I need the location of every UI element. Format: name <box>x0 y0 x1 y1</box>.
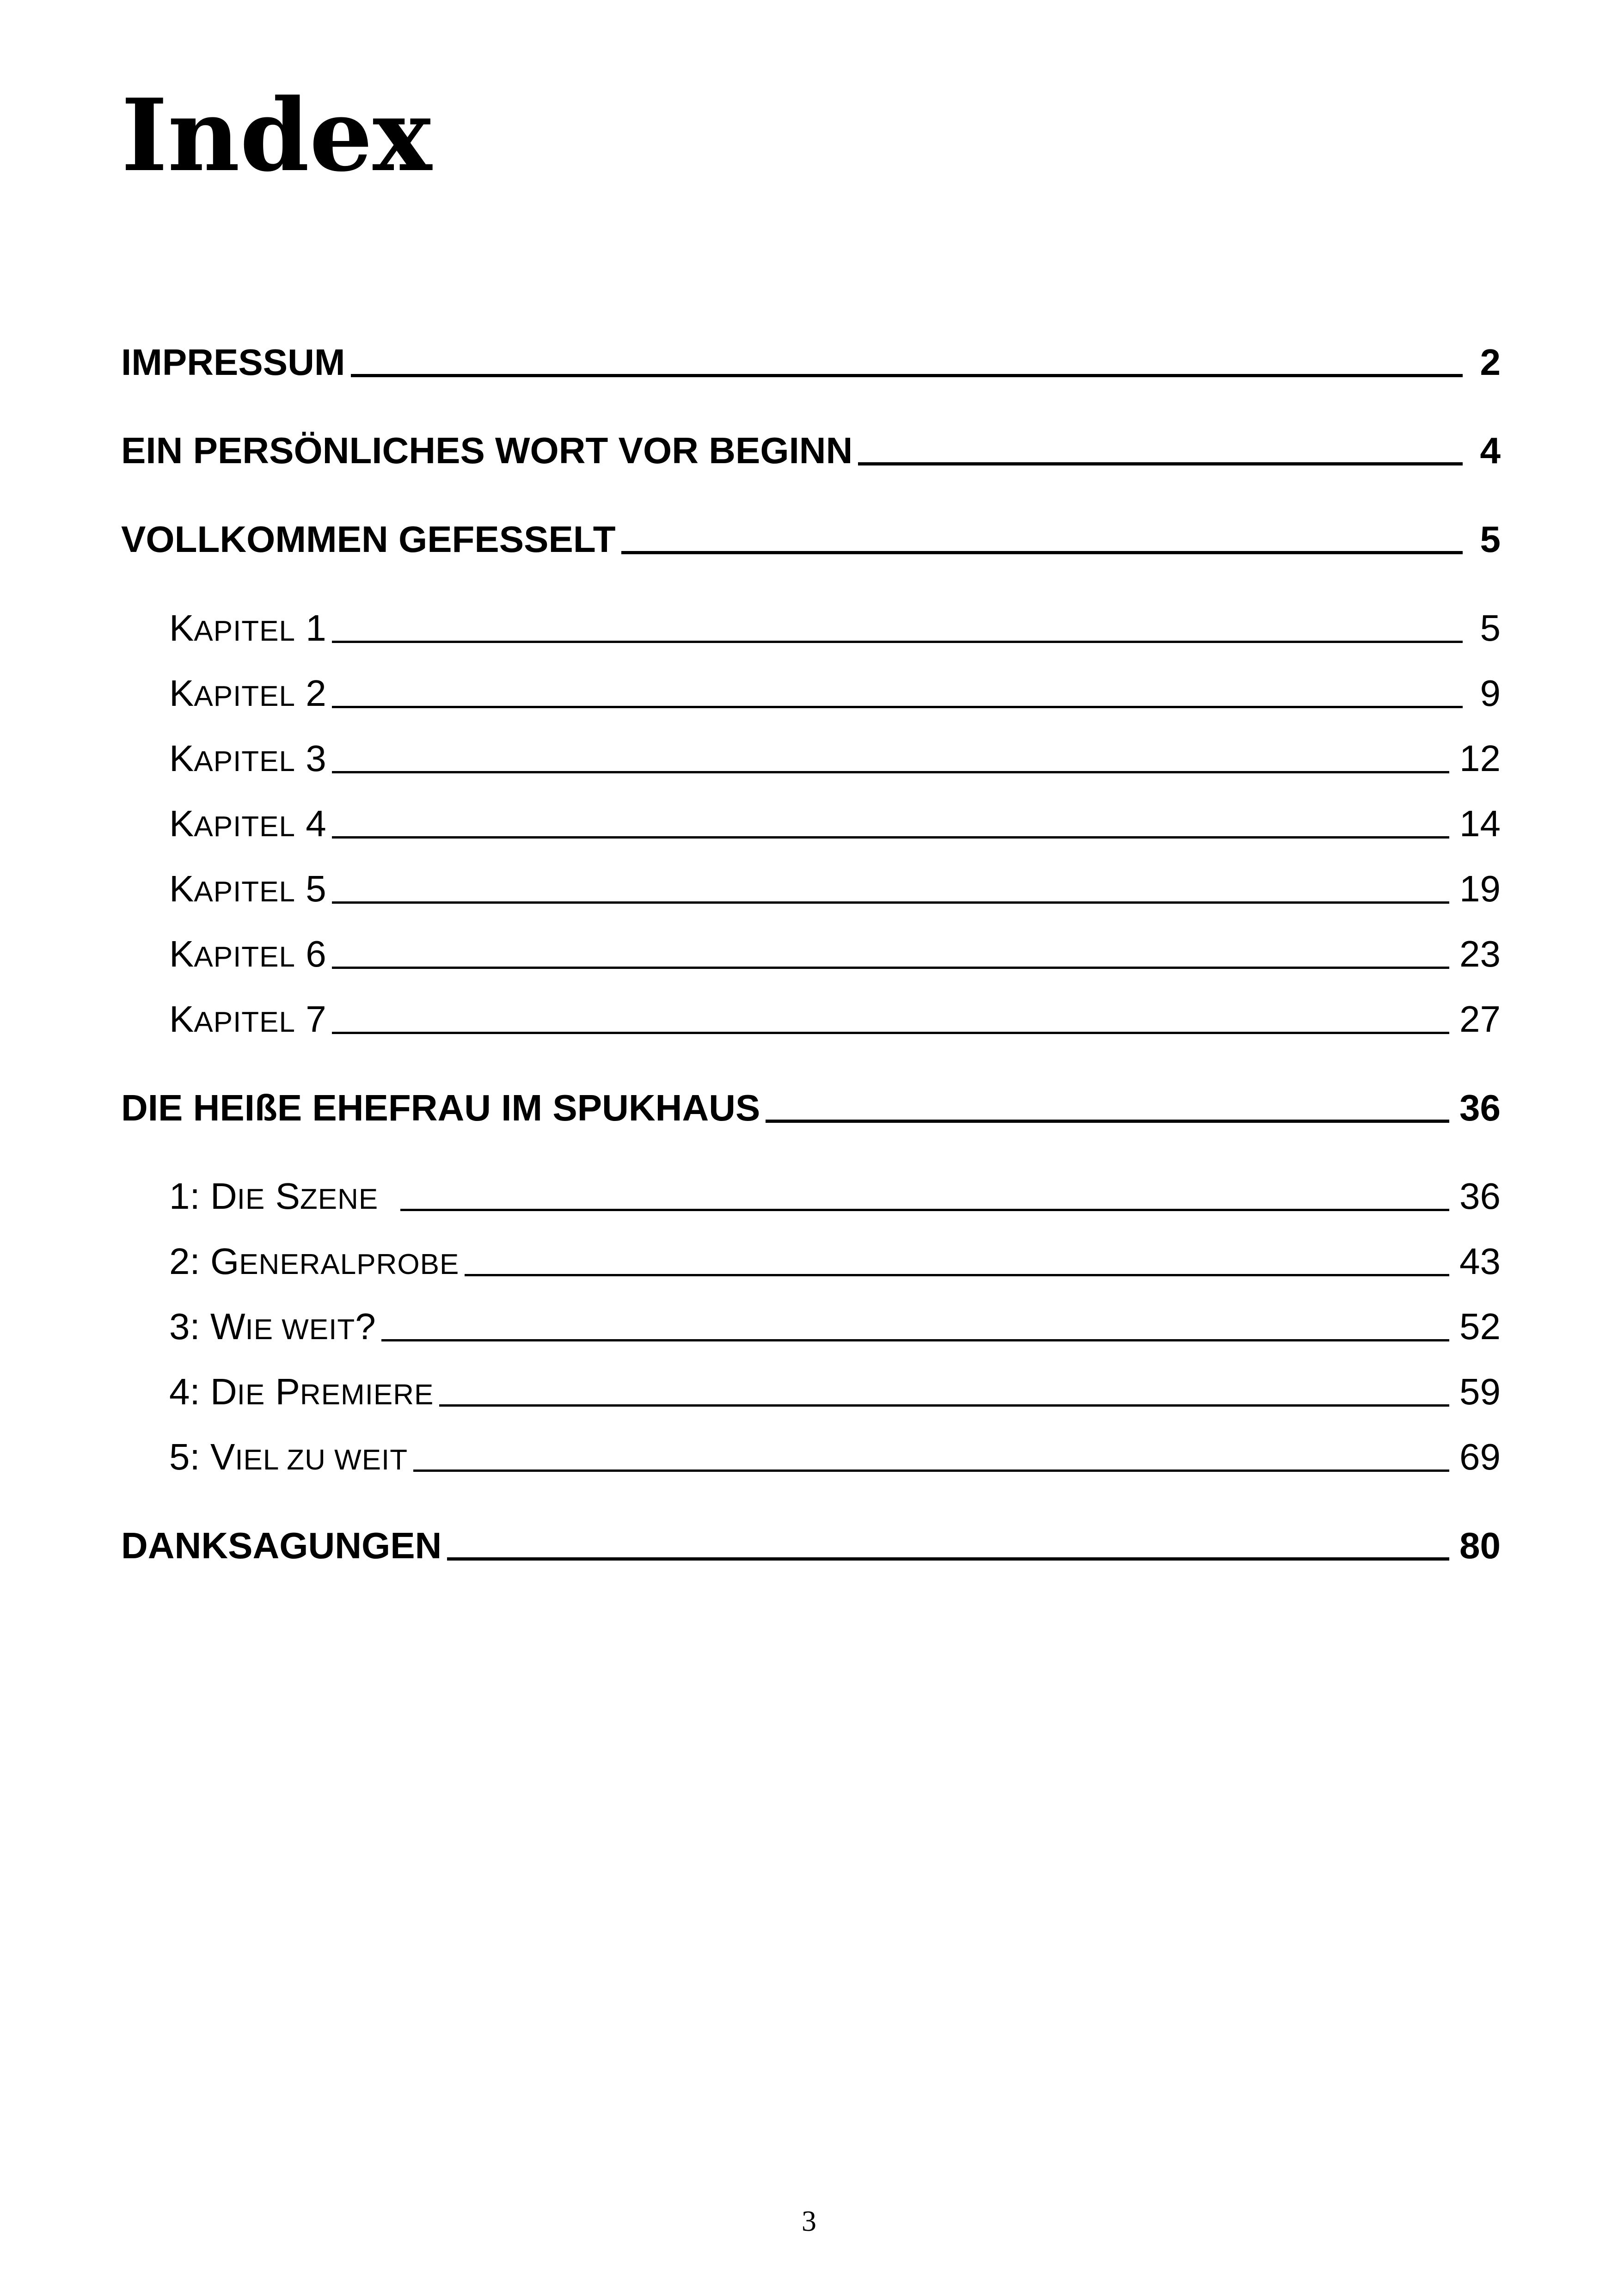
toc-entry-page: 36 <box>1459 1176 1501 1217</box>
toc-leader-line <box>332 641 1463 643</box>
toc-entry-page: 2 <box>1480 342 1501 383</box>
toc-entry-label: KAPITEL 4 <box>169 803 326 844</box>
toc-entry-page: 59 <box>1459 1371 1501 1412</box>
toc-entry-kapitel-1[interactable] <box>169 599 1501 649</box>
toc-entry-szene-1[interactable] <box>169 1167 1501 1218</box>
toc-leader-line <box>447 1557 1449 1561</box>
toc-entry-label: IMPRESSUM <box>121 342 345 383</box>
toc-entry-impressum[interactable] <box>121 333 1501 384</box>
toc-entry-szene-3[interactable] <box>169 1297 1501 1348</box>
toc-entry-label: KAPITEL 1 <box>169 607 326 649</box>
toc-entry-kapitel-7[interactable] <box>169 990 1501 1041</box>
toc-entry-label: KAPITEL 3 <box>169 738 326 779</box>
toc-entry-page: 5 <box>1480 607 1501 649</box>
toc-entry-page: 23 <box>1459 933 1501 974</box>
toc-entry-label: DIE HEIßE EHEFRAU IM SPUKHAUS <box>121 1087 760 1128</box>
toc-entry-kapitel-2[interactable] <box>169 664 1501 715</box>
toc-entry-page: 43 <box>1459 1241 1501 1282</box>
toc-entry-kapitel-3[interactable] <box>169 729 1501 780</box>
page-title: Index <box>121 77 432 194</box>
toc-leader-line <box>621 551 1463 554</box>
toc-entry-label: KAPITEL 2 <box>169 673 326 714</box>
toc-leader-line <box>332 967 1449 969</box>
toc-entry-page: 52 <box>1459 1306 1501 1347</box>
toc-entry-label: KAPITEL 7 <box>169 998 326 1040</box>
toc-entry-page: 9 <box>1480 673 1501 714</box>
toc-entry-vollkommen-gefesselt[interactable] <box>121 510 1501 561</box>
toc-entry-page: 12 <box>1459 738 1501 779</box>
toc-entry-szene-5[interactable] <box>169 1427 1501 1478</box>
toc-entry-page: 69 <box>1459 1436 1501 1477</box>
toc-entry-label: KAPITEL 5 <box>169 868 326 909</box>
toc-entry-page: 80 <box>1459 1525 1501 1566</box>
page-number: 3 <box>802 2204 816 2237</box>
toc-leader-line <box>766 1120 1449 1123</box>
toc-entry-label: KAPITEL 6 <box>169 933 326 974</box>
toc-entry-danksagungen[interactable] <box>121 1516 1501 1567</box>
toc-entry-kapitel-6[interactable] <box>169 925 1501 975</box>
toc-entry-page: 36 <box>1459 1087 1501 1128</box>
toc-leader-line <box>332 771 1449 773</box>
toc-entry-label: 5: VIEL ZU WEIT <box>169 1436 408 1477</box>
toc-entry-szene-4[interactable] <box>169 1362 1501 1413</box>
toc-entry-label: VOLLKOMMEN GEFESSELT <box>121 519 616 560</box>
toc-entry-page: 27 <box>1459 998 1501 1040</box>
toc-leader-line <box>400 1209 1449 1211</box>
toc-entry-page: 14 <box>1459 803 1501 844</box>
toc-leader-line <box>332 1032 1449 1034</box>
toc-leader-line <box>381 1339 1449 1341</box>
toc-entry-ehefrau-spukhaus[interactable] <box>121 1078 1501 1129</box>
toc-leader-line <box>858 462 1463 465</box>
toc-leader-line <box>413 1469 1449 1472</box>
toc-entry-szene-2[interactable] <box>169 1232 1501 1283</box>
toc-entry-page: 5 <box>1480 519 1501 560</box>
toc-entry-label: EIN PERSÖNLICHES WORT VOR BEGINN <box>121 430 853 471</box>
toc-entry-label: DANKSAGUNGEN <box>121 1525 442 1566</box>
toc-leader-line <box>332 836 1449 839</box>
toc-entry-vorwort[interactable] <box>121 421 1501 472</box>
toc-entry-label: 2: GENERALPROBE <box>169 1241 460 1282</box>
toc-entry-label: 4: DIE PREMIERE <box>169 1371 434 1412</box>
toc-entry-kapitel-4[interactable] <box>169 794 1501 845</box>
toc-entry-label: 1: DIE SZENE <box>169 1176 379 1217</box>
toc-leader-line <box>439 1404 1449 1407</box>
toc-leader-line <box>332 901 1449 904</box>
toc-leader-line <box>465 1274 1449 1276</box>
toc-entry-kapitel-5[interactable] <box>169 859 1501 910</box>
toc-entry-page: 19 <box>1459 868 1501 909</box>
toc-leader-line <box>332 706 1463 708</box>
toc-entry-page: 4 <box>1480 430 1501 471</box>
toc-entry-label: 3: WIE WEIT? <box>169 1306 376 1347</box>
toc-leader-line <box>351 374 1463 377</box>
